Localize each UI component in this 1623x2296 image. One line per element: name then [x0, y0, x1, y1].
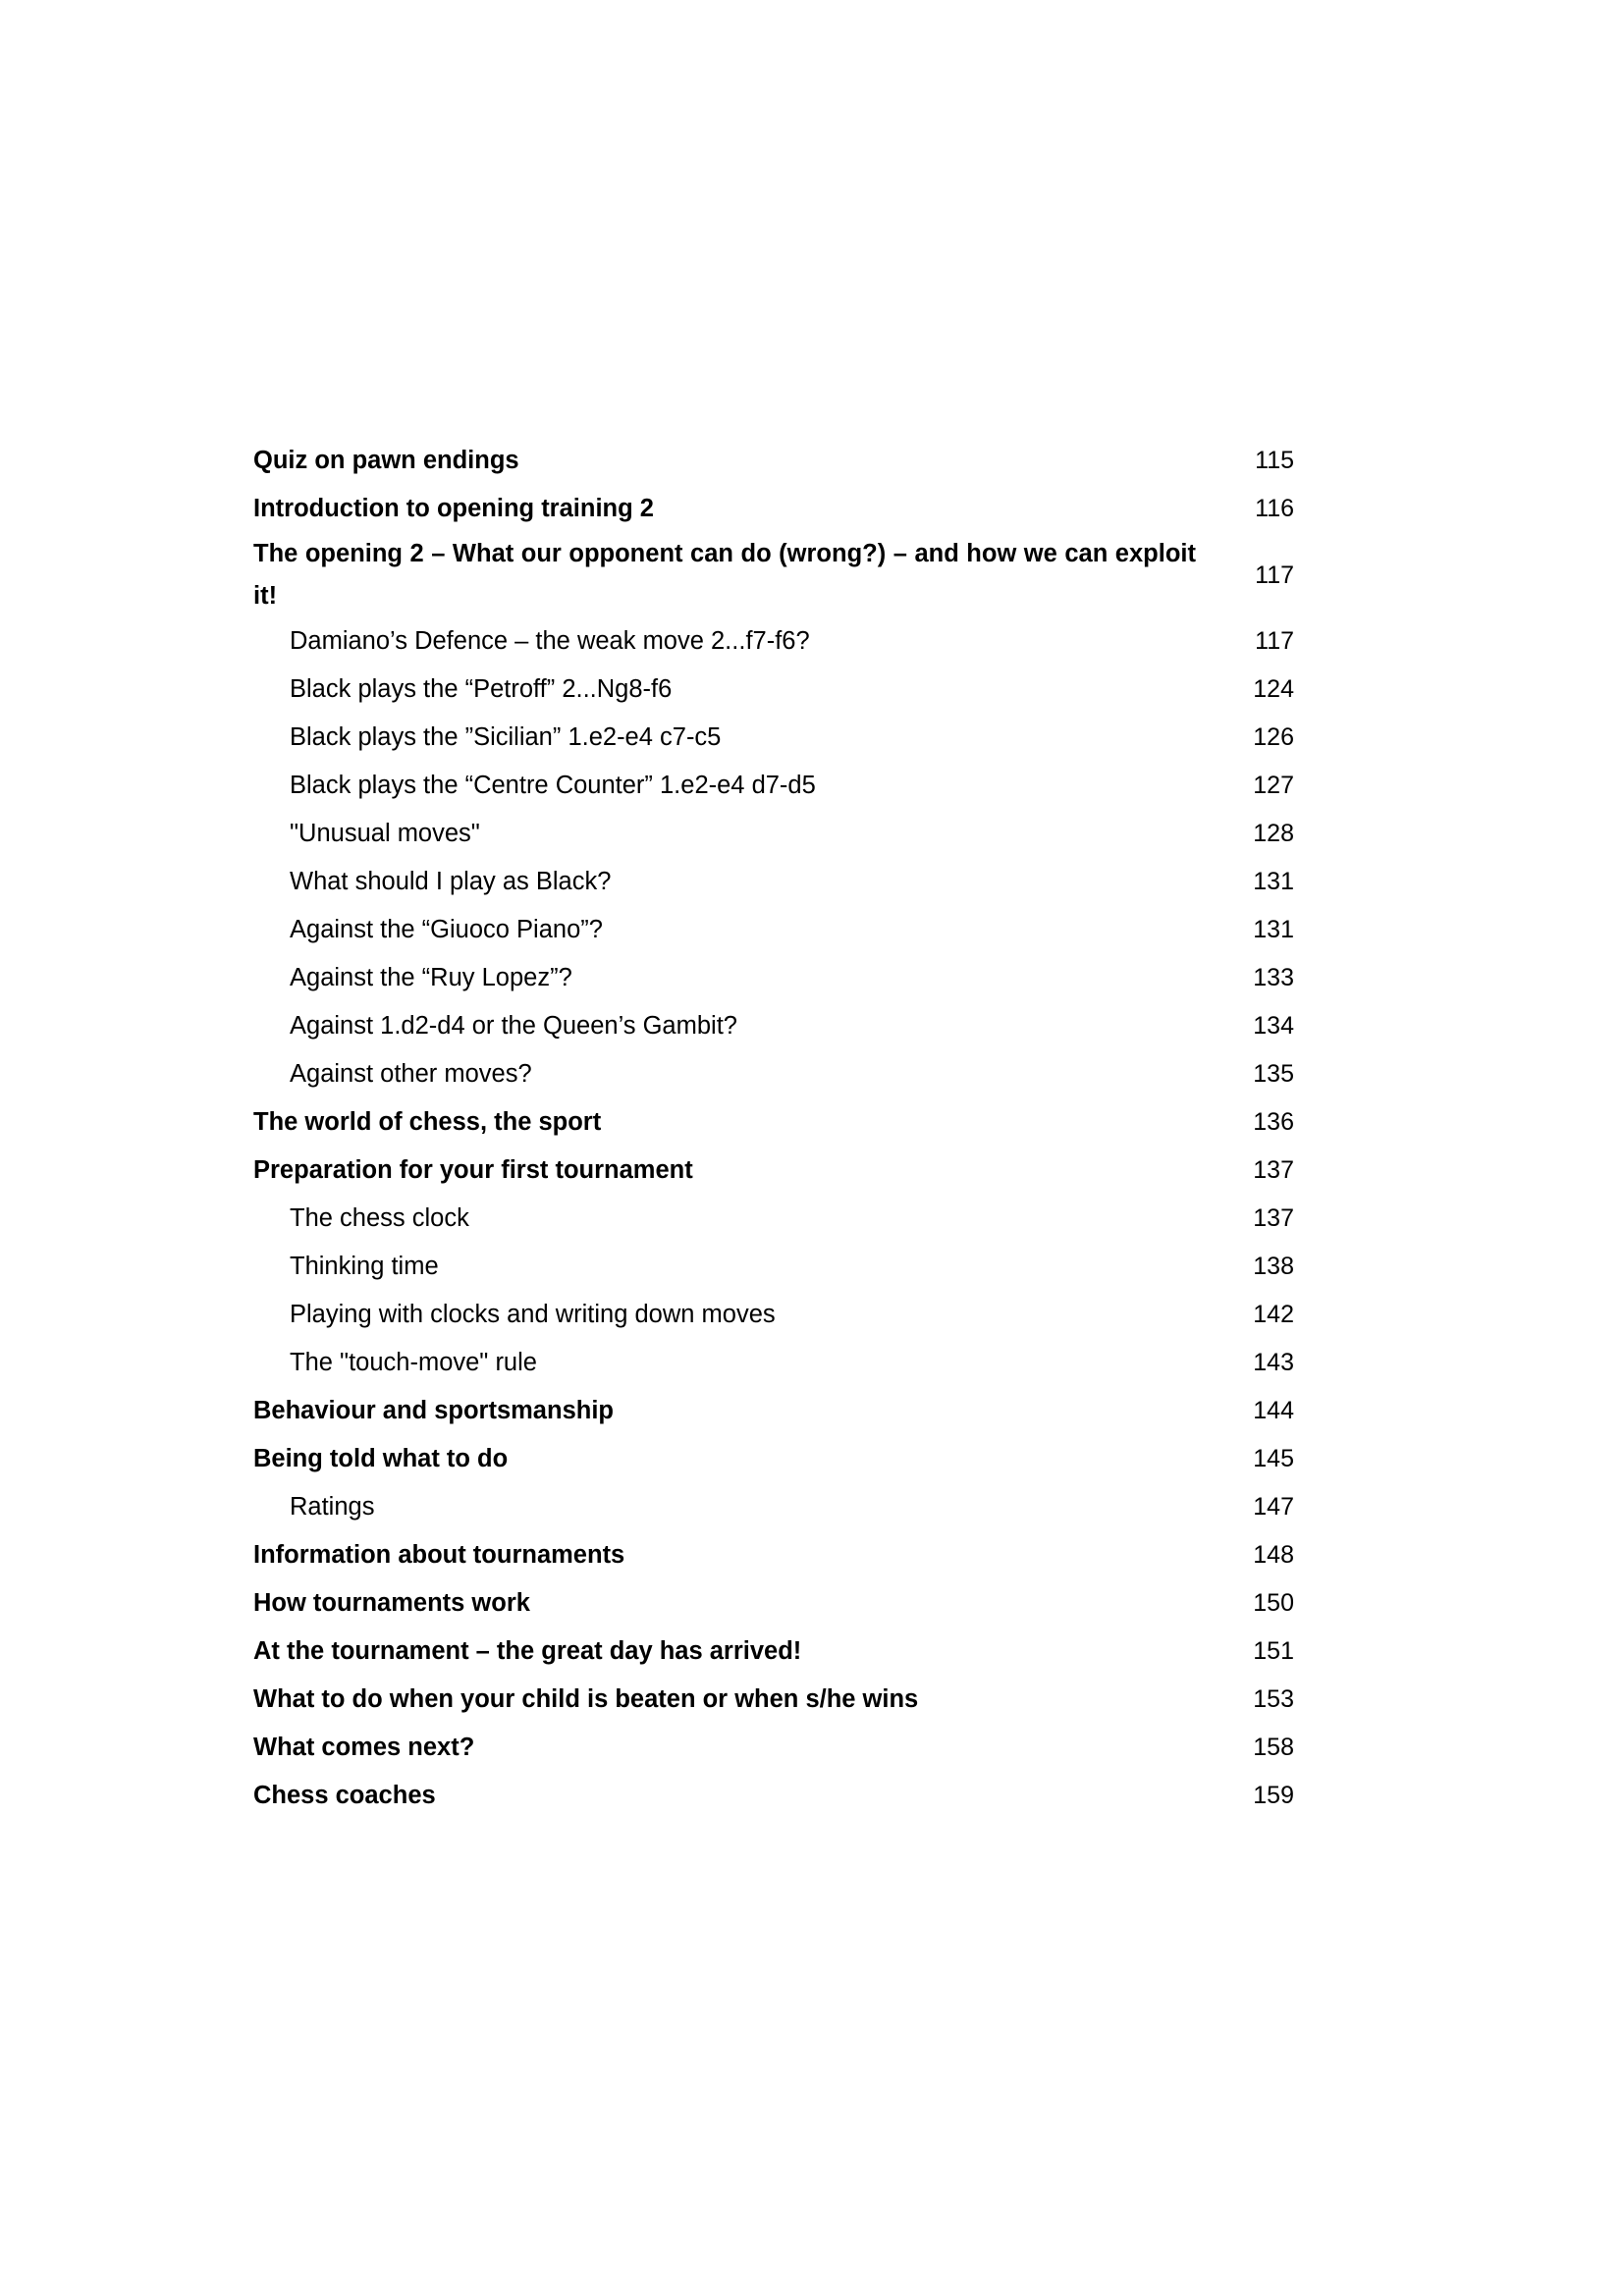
toc-entry-page-number: 124: [1253, 675, 1294, 703]
toc-entry[interactable]: [253, 1772, 1294, 1820]
toc-entry[interactable]: [253, 714, 1294, 762]
toc-entry-page-number: 117: [1255, 627, 1294, 655]
toc-entry[interactable]: [253, 666, 1294, 714]
toc-entry[interactable]: [253, 533, 1294, 617]
toc-entry-page-number: 145: [1253, 1445, 1294, 1472]
toc-entry[interactable]: [253, 1531, 1294, 1579]
toc-entry-page-number: 150: [1253, 1589, 1294, 1617]
toc-entry-page-number: 128: [1253, 820, 1294, 847]
toc-entry-page-number: 134: [1253, 1012, 1294, 1040]
toc-entry-title: The opening 2 – What our opponent can do (wrong?) – and how we can exploit it!: [253, 540, 1196, 610]
toc-entry-page-number: 143: [1253, 1349, 1294, 1376]
toc-entry-title: Playing with clocks and writing down moves: [290, 1301, 776, 1328]
toc-entry-title: Black plays the “Petroff” 2...Ng8-f6: [290, 675, 673, 703]
toc-entry-page-number: 126: [1253, 723, 1294, 751]
toc-entry[interactable]: [253, 1724, 1294, 1772]
toc-entry-page-number: 115: [1255, 447, 1294, 474]
toc-entry[interactable]: [253, 1483, 1294, 1531]
toc-entry-title: Ratings: [290, 1493, 375, 1521]
toc-entry-page-number: 127: [1253, 772, 1294, 799]
toc-entry-title: "Unusual moves": [290, 820, 480, 847]
toc-entry[interactable]: [253, 1291, 1294, 1339]
toc-entry-title: Damiano’s Defence – the weak move 2...f7-f6?: [290, 627, 810, 655]
toc-entry[interactable]: [253, 1098, 1294, 1147]
toc-entry[interactable]: [253, 858, 1294, 906]
toc-entry-page-number: 136: [1253, 1108, 1294, 1136]
toc-entry-page-number: 137: [1253, 1204, 1294, 1232]
toc-entry-page-number: 158: [1253, 1734, 1294, 1761]
toc-entry-page-number: 147: [1253, 1493, 1294, 1521]
toc-entry[interactable]: [253, 1387, 1294, 1435]
toc-entry-title: Preparation for your first tournament: [253, 1156, 693, 1184]
toc-entry[interactable]: [253, 1147, 1294, 1195]
toc-entry[interactable]: [253, 1676, 1294, 1724]
toc-entry-title: Introduction to opening training 2: [253, 495, 654, 522]
toc-entry-page-number: 148: [1253, 1541, 1294, 1569]
toc-entry-page-number: 138: [1253, 1253, 1294, 1280]
toc-entry-title: The chess clock: [290, 1204, 469, 1232]
toc-entry-title: Against the “Giuoco Piano”?: [290, 916, 603, 943]
toc-entry[interactable]: [253, 1050, 1294, 1098]
toc-entry[interactable]: [253, 617, 1294, 666]
toc-entry-title: What to do when your child is beaten or when s/he wins: [253, 1685, 919, 1713]
toc-entry-title: The "touch-move" rule: [290, 1349, 537, 1376]
toc-entry[interactable]: [253, 1628, 1294, 1676]
toc-entry-page-number: 142: [1253, 1301, 1294, 1328]
toc-entry-title: Against 1.d2-d4 or the Queen’s Gambit?: [290, 1012, 737, 1040]
toc-entry-title: Black plays the ”Sicilian” 1.e2-e4 c7-c5: [290, 723, 722, 751]
toc-entry-title: What comes next?: [253, 1734, 475, 1761]
toc-entry-title: Chess coaches: [253, 1782, 436, 1809]
toc-entry-page-number: 159: [1253, 1782, 1294, 1809]
toc-entry-page-number: 153: [1253, 1685, 1294, 1713]
toc-entry[interactable]: [253, 1002, 1294, 1050]
toc-entry[interactable]: [253, 954, 1294, 1002]
toc-entry[interactable]: [253, 810, 1294, 858]
toc-entry-page-number: 135: [1253, 1060, 1294, 1088]
toc-entry-title: Information about tournaments: [253, 1541, 625, 1569]
toc-entry[interactable]: [253, 1195, 1294, 1243]
toc-entry[interactable]: [253, 1243, 1294, 1291]
toc-entry-title: Behaviour and sportsmanship: [253, 1397, 614, 1424]
toc-entry[interactable]: [253, 1339, 1294, 1387]
toc-entry-title: Black plays the “Centre Counter” 1.e2-e4 d7-d5: [290, 772, 816, 799]
toc-entry-title: Thinking time: [290, 1253, 439, 1280]
toc-entry[interactable]: [253, 1435, 1294, 1483]
toc-entry-title: What should I play as Black?: [290, 868, 612, 895]
toc-entry-title: At the tournament – the great day has arrived!: [253, 1637, 802, 1665]
toc-entry-page-number: 133: [1253, 964, 1294, 991]
toc-entry-title: Being told what to do: [253, 1445, 509, 1472]
toc-entry-page-number: 116: [1255, 495, 1294, 522]
toc-entry[interactable]: [253, 1579, 1294, 1628]
toc-entry[interactable]: [253, 437, 1294, 485]
toc-entry-page-number: 131: [1253, 916, 1294, 943]
toc-entry-page-number: 117: [1255, 561, 1294, 589]
table-of-contents: [253, 437, 1294, 1820]
toc-entry-title: How tournaments work: [253, 1589, 530, 1617]
toc-entry-title: Quiz on pawn endings: [253, 447, 519, 474]
toc-entry-page-number: 131: [1253, 868, 1294, 895]
toc-entry[interactable]: [253, 485, 1294, 533]
toc-entry[interactable]: [253, 762, 1294, 810]
toc-entry-title: Against other moves?: [290, 1060, 532, 1088]
toc-entry-page-number: 137: [1253, 1156, 1294, 1184]
toc-entry-page-number: 144: [1253, 1397, 1294, 1424]
toc-entry[interactable]: [253, 906, 1294, 954]
toc-entry-title: Against the “Ruy Lopez”?: [290, 964, 572, 991]
toc-entry-title: The world of chess, the sport: [253, 1108, 602, 1136]
toc-entry-page-number: 151: [1253, 1637, 1294, 1665]
